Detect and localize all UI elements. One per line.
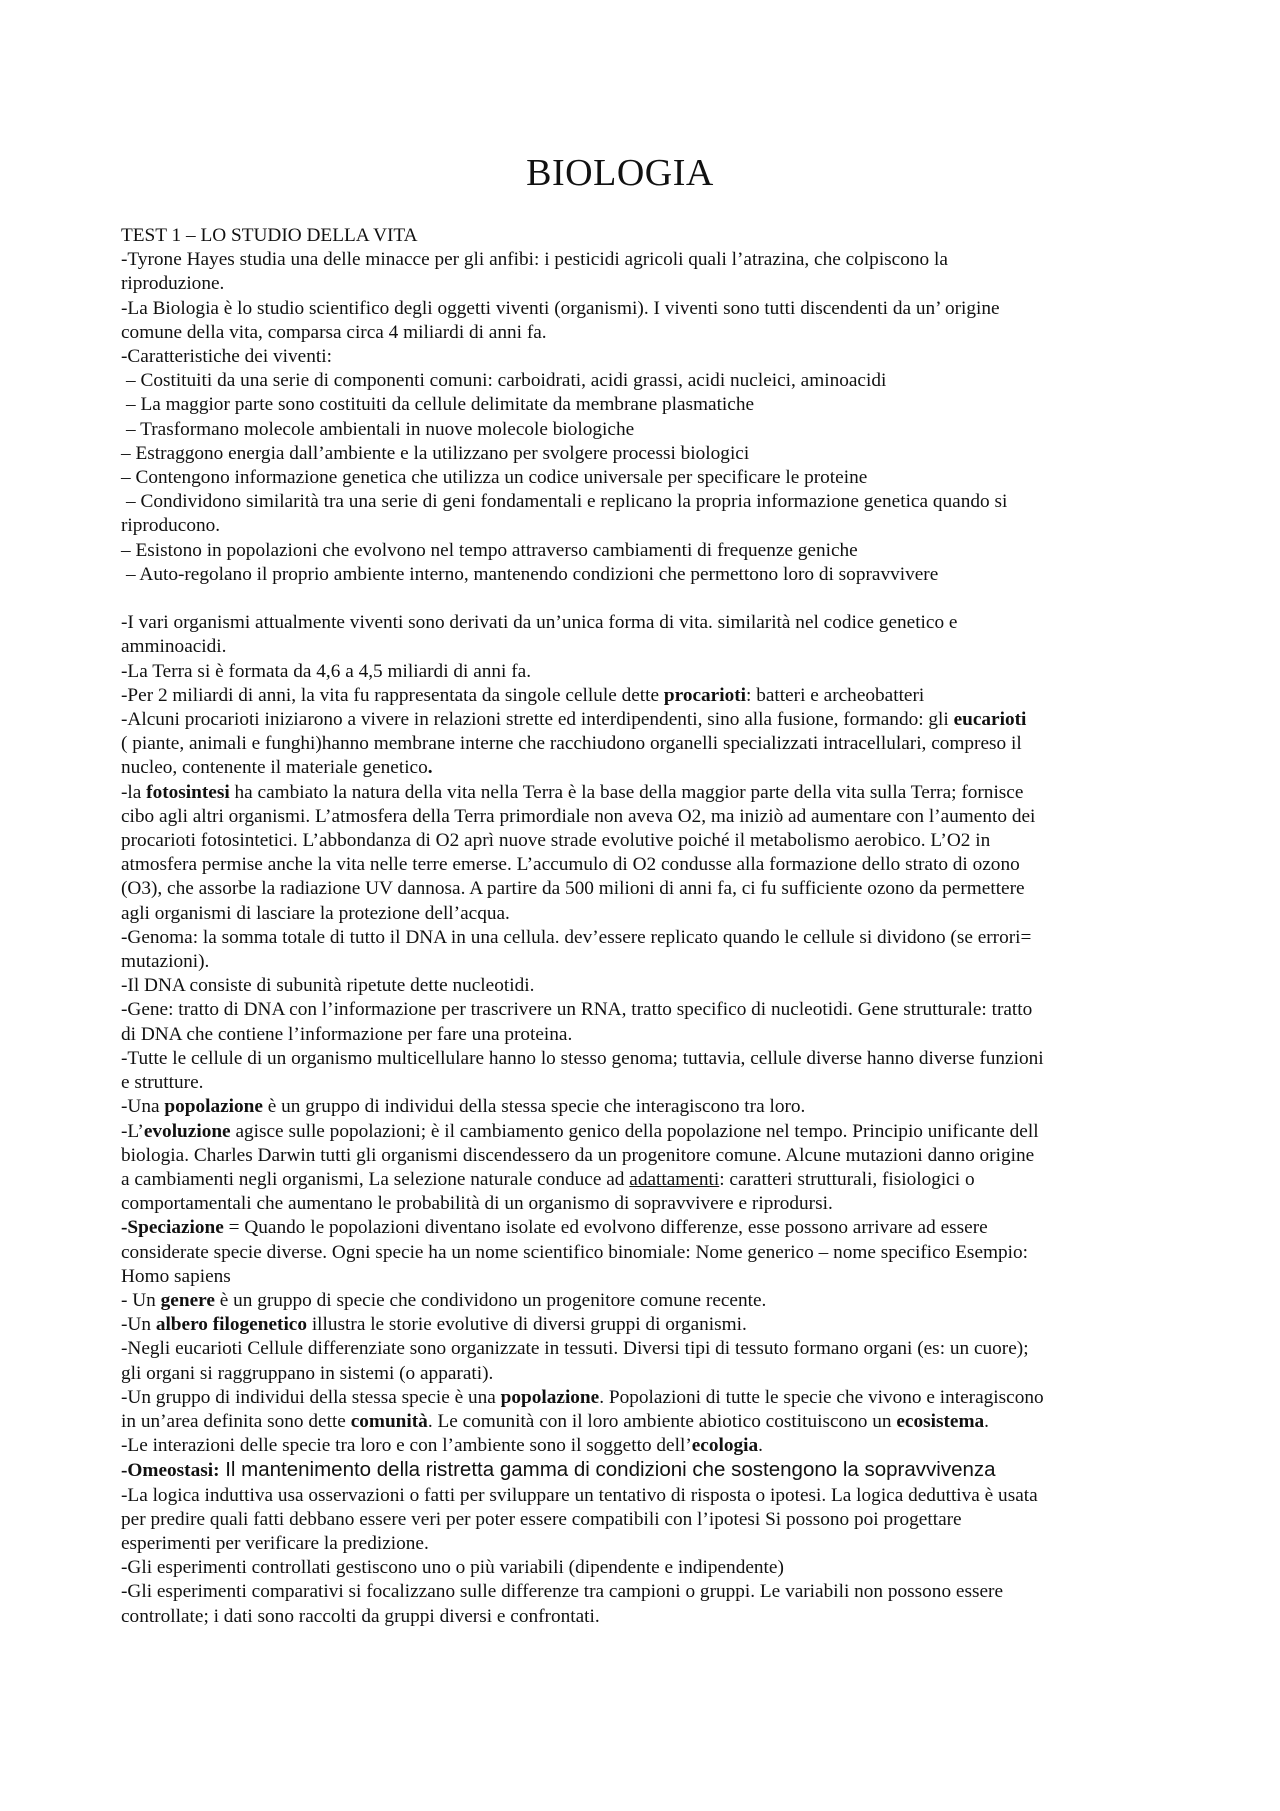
text-span: – Auto-regolano il proprio ambiente interno, mantenendo condizioni che permettono loro di sopravvivere — [126, 563, 939, 585]
text-span: ( piante, animali e funghi)hanno membrane interne che racchiudono organelli specializzati intracellulari, compreso il — [121, 733, 1022, 755]
bold-term: popolazione — [500, 1386, 600, 1408]
text-span: – Esistono in popolazioni che evolvono nel tempo attraverso cambiamenti di frequenze geniche — [121, 539, 858, 561]
text-line — [121, 926, 1166, 950]
text-span: -Il DNA consiste di subunità ripetute dette nucleotidi. — [121, 975, 535, 997]
bold-term: procarioti — [663, 684, 747, 706]
text-span: – Contengono informazione genetica che utilizza un codice universale per specificare le proteine — [121, 467, 868, 489]
text-span: . — [984, 1410, 989, 1432]
bold-term: -Speciazione — [121, 1217, 224, 1239]
text-span: -Gli esperimenti controllati gestiscono uno o più variabili (dipendente e indipendente) — [121, 1557, 784, 1579]
text-line — [121, 539, 1166, 563]
text-line — [121, 877, 1166, 901]
text-span: -Gli esperimenti comparativi si focalizzano sulle differenze tra campioni o gruppi. Le variabili non possono essere — [121, 1581, 1004, 1603]
bold-term: comunità — [350, 1410, 428, 1432]
text-span: illustra le storie evolutive di diversi gruppi di organismi. — [307, 1314, 747, 1336]
text-line — [121, 1047, 1166, 1071]
text-span: mutazioni). — [121, 951, 210, 973]
text-line — [121, 1337, 1166, 1361]
text-line — [121, 1023, 1166, 1047]
text-line — [121, 345, 1166, 369]
text-span: -Una — [121, 1096, 165, 1118]
text-span: a cambiamenti negli organismi, La selezione naturale conduce ad — [121, 1168, 630, 1190]
text-span: controllate; i dati sono raccolti da gruppi diversi e confrontati. — [121, 1605, 600, 1627]
text-span: riproduzione. — [121, 273, 225, 295]
bold-term: fotosintesi — [146, 781, 230, 803]
text-span: . Le comunità con il loro ambiente abiotico costituiscono un — [427, 1410, 897, 1432]
text-line — [121, 1095, 1166, 1119]
text-span: considerate specie diverse. Ogni specie ha un nome scientifico binomiale: Nome generico – nome specifico Esempio: — [121, 1241, 1028, 1263]
text-span: -Le interazioni delle specie tra loro e con l’ambiente sono il soggetto dell’ — [121, 1435, 692, 1457]
text-line — [121, 1508, 1166, 1532]
text-span: . — [758, 1435, 763, 1457]
text-span: e strutture. — [121, 1072, 204, 1094]
text-span: – Costituiti da una serie di componenti comuni: carboidrati, acidi grassi, acidi nucleici, aminoacidi — [126, 370, 887, 392]
text-line — [121, 1532, 1166, 1556]
text-span: -Tutte le cellule di un organismo multicellulare hanno lo stesso genoma; tuttavia, cellule diverse hanno diverse funzioni — [121, 1047, 1044, 1069]
text-span: è un gruppo di specie che condividono un progenitore comune recente. — [214, 1289, 767, 1311]
text-line — [121, 684, 1166, 708]
text-line — [121, 418, 1166, 442]
bold-term: popolazione — [164, 1096, 263, 1118]
text-line — [121, 660, 1166, 684]
text-line — [121, 1458, 1166, 1483]
text-span: -Tyrone Hayes studia una delle minacce per gli anfibi: i pesticidi agricoli quali l’atrazina, che colpiscono la — [121, 249, 948, 271]
text-line — [121, 1120, 1166, 1144]
bold-term: ecologia — [691, 1435, 759, 1457]
text-line — [121, 635, 1166, 659]
text-line — [121, 224, 1166, 248]
text-span: agisce sulle popolazioni; è il cambiamento genico della popolazione nel tempo. Principio unificante dell — [230, 1120, 1039, 1142]
text-line — [121, 1241, 1166, 1265]
text-span: amminoacidi. — [121, 636, 227, 658]
text-line — [121, 1605, 1166, 1629]
text-span: -Un — [121, 1314, 156, 1336]
text-span: di DNA che contiene l’informazione per fare una proteina. — [121, 1023, 573, 1045]
text-line — [121, 1556, 1166, 1580]
text-line — [121, 1386, 1166, 1410]
text-line — [121, 732, 1166, 756]
text-line — [121, 1580, 1166, 1604]
text-span: -L’ — [121, 1120, 144, 1142]
text-line — [121, 514, 1166, 538]
text-span: – Condividono similarità tra una serie di geni fondamentali e replicano la propria informazione genetica quando si — [126, 491, 1008, 513]
text-span: ha cambiato la natura della vita nella Terra è la base della maggior parte della vita sulla Terra; fornisce — [229, 781, 1024, 803]
text-line — [121, 756, 1166, 780]
text-span: atmosfera permise anche la vita nelle terre emerse. L’accumulo di O2 condusse alla formazione dello strato di ozono — [121, 854, 1020, 876]
text-line — [121, 321, 1166, 345]
text-span: – Estraggono energia dall’ambiente e la utilizzano per svolgere processi biologici — [121, 442, 750, 464]
blank-line — [121, 587, 1166, 611]
text-span: cibo agli altri organismi. L’atmosfera della Terra primordiale non aveva O2, ma iniziò ad aumentare con l’aumento dei — [121, 805, 1036, 827]
text-line — [121, 369, 1166, 393]
text-line — [121, 1168, 1166, 1192]
text-span: -La Terra si è formata da 4,6 a 4,5 miliardi di anni fa. — [121, 660, 532, 682]
text-line — [121, 297, 1166, 321]
text-span: -Genoma: la somma totale di tutto il DNA in una cellula. dev’essere replicato quando le cellule si dividono (se errori= — [121, 926, 1032, 948]
text-span: -La Biologia è lo studio scientifico degli oggetti viventi (organismi). I viventi sono tutti discendenti da un’ origine — [121, 297, 1000, 319]
text-line — [121, 563, 1166, 587]
text-span: -I vari organismi attualmente viventi sono derivati da un’unica forma di vita. similarità nel codice genetico e — [121, 612, 958, 634]
bold-term: albero filogenetico — [155, 1314, 307, 1336]
text-line — [121, 829, 1166, 853]
bold-term: ecosistema — [896, 1410, 985, 1432]
text-span: . Popolazioni di tutte le specie che vivono e interagiscono — [599, 1386, 1044, 1408]
text-line — [121, 248, 1166, 272]
text-span: Homo sapiens — [121, 1265, 231, 1287]
text-span: -la — [121, 781, 147, 803]
text-line — [121, 1410, 1166, 1434]
text-span: gli organi si raggruppano in sistemi (o apparati). — [121, 1362, 494, 1384]
text-span: = Quando le popolazioni diventano isolate ed evolvono differenze, esse possono arrivare ad essere — [223, 1217, 988, 1239]
text-line — [121, 490, 1166, 514]
text-line — [121, 1289, 1166, 1313]
text-line — [121, 1434, 1166, 1458]
text-line — [121, 902, 1166, 926]
text-span: esperimenti per verificare la predizione. — [121, 1532, 429, 1554]
text-span: comune della vita, comparsa circa 4 miliardi di anni fa. — [121, 321, 547, 343]
text-line — [121, 393, 1166, 417]
text-span: biologia. Charles Darwin tutti gli organismi discendessero da un progenitore comune. Alcune mutazioni danno origine — [121, 1144, 1035, 1166]
text-line — [121, 708, 1166, 732]
text-line — [121, 998, 1166, 1022]
text-line — [121, 1265, 1166, 1289]
text-line — [121, 466, 1166, 490]
text-span: – La maggior parte sono costituiti da cellule delimitate da membrane plasmatiche — [126, 394, 755, 416]
text-span: è un gruppo di individui della stessa specie che interagiscono tra loro. — [262, 1096, 806, 1118]
bold-term: -Omeostasi: — [121, 1460, 220, 1482]
text-line — [121, 1216, 1166, 1240]
text-span: Il mantenimento della ristretta gamma di condizioni che sostengono la sopravvivenza — [219, 1458, 996, 1482]
text-line — [121, 1192, 1166, 1216]
text-span: -Per 2 miliardi di anni, la vita fu rappresentata da singole cellule dette — [121, 684, 664, 706]
bold-term: eucarioti — [953, 709, 1027, 731]
text-span: agli organismi di lasciare la protezione dell’acqua. — [121, 902, 510, 924]
text-span: -Un gruppo di individui della stessa specie è una — [121, 1386, 501, 1408]
text-span: in un’area definita sono dette — [121, 1410, 351, 1432]
text-span: riproducono. — [121, 515, 221, 537]
text-line — [121, 853, 1166, 877]
text-span: : caratteri strutturali, fisiologici o — [719, 1168, 975, 1190]
text-span: -La logica induttiva usa osservazioni o fatti per sviluppare un tentativo di risposta o ipotesi. La logica deduttiva è usata — [121, 1484, 1038, 1506]
text-span: per predire quali fatti debbano essere veri per poter essere compatibili con l’ipotesi Si possono poi progettare — [121, 1508, 962, 1530]
bold-term: . — [427, 757, 433, 779]
document-title: BIOLOGIA — [526, 152, 714, 194]
text-span: - Un — [121, 1289, 161, 1311]
text-span: -Gene: tratto di DNA con l’informazione per trascrivere un RNA, tratto specifico di nucleotidi. Gene strutturale: tratto — [121, 999, 1033, 1021]
text-span: procarioti fotosintetici. L’abbondanza di O2 aprì nuove strade evolutive poiché il metabolismo aerobico. L’O2 in — [121, 830, 991, 852]
text-line — [121, 272, 1166, 296]
text-span: -Alcuni procarioti iniziarono a vivere in relazioni strette ed interdipendenti, sino alla fusione, formando: gli — [121, 709, 954, 731]
text-span: -Caratteristiche dei viventi: — [121, 346, 332, 368]
text-span: (O3), che assorbe la radiazione UV dannosa. A partire da 500 milioni di anni fa, ci fu sufficiente ozono da permettere — [121, 878, 1025, 900]
text-line — [121, 611, 1166, 635]
document-body — [121, 224, 1166, 1629]
text-line — [121, 974, 1166, 998]
text-line — [121, 805, 1166, 829]
text-span: -Negli eucarioti Cellule differenziate sono organizzate in tessuti. Diversi tipi di tessuto formano organi (es: un cuore); — [121, 1338, 1029, 1360]
bold-term: genere — [160, 1289, 215, 1311]
text-line — [121, 1071, 1166, 1095]
underlined-term: adattamenti — [629, 1168, 720, 1190]
text-line — [121, 1313, 1166, 1337]
text-span: : batteri e archeobatteri — [746, 684, 925, 706]
bold-term: evoluzione — [143, 1120, 231, 1142]
text-line — [121, 781, 1166, 805]
text-span: TEST 1 – LO STUDIO DELLA VITA — [121, 225, 418, 246]
text-span: nucleo, contenente il materiale genetico — [121, 757, 428, 779]
text-line — [121, 1362, 1166, 1386]
text-span: comportamentali che aumentano le probabilità di un organismo di sopravvivere e riprodursi. — [121, 1193, 833, 1215]
text-line — [121, 1484, 1166, 1508]
text-line — [121, 950, 1166, 974]
text-span: – Trasformano molecole ambientali in nuove molecole biologiche — [126, 418, 635, 440]
text-line — [121, 442, 1166, 466]
text-line — [121, 1144, 1166, 1168]
